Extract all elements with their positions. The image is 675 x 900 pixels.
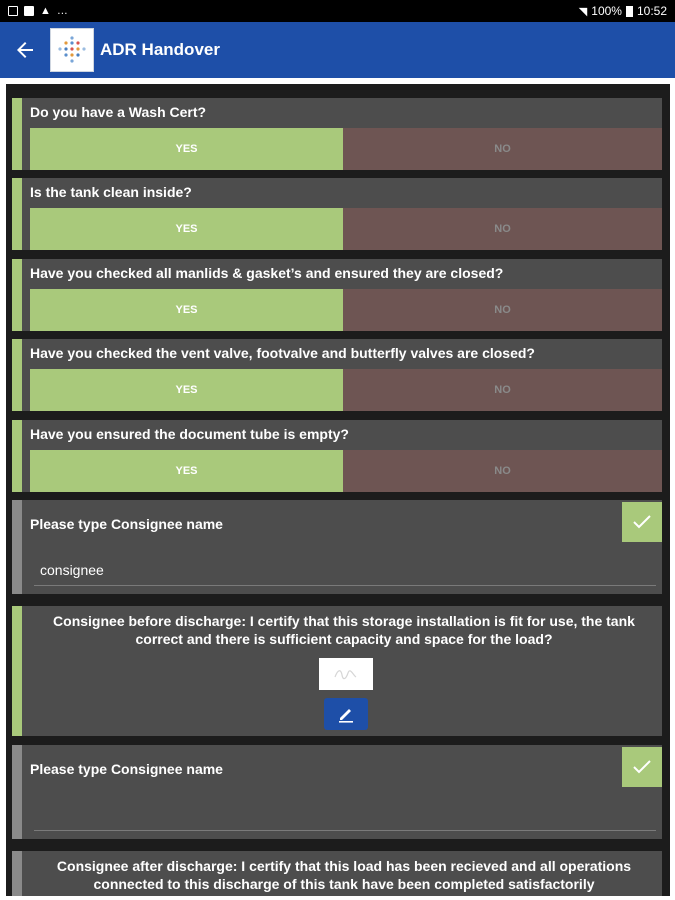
pencil-icon — [336, 704, 356, 724]
confirm-check-button[interactable] — [622, 502, 662, 542]
status-bar-system — [579, 4, 667, 18]
no-button[interactable]: NO — [343, 369, 662, 411]
signature-scribble-icon — [332, 665, 360, 683]
status-bar-notifications — [8, 5, 68, 17]
app-bar — [0, 22, 675, 78]
logo-dots-icon — [55, 33, 89, 67]
question-card-valves — [12, 339, 662, 411]
question-text: Is the tank clean inside? — [30, 184, 192, 200]
yes-button[interactable]: YES — [30, 450, 343, 492]
clock: 10:52 — [636, 4, 667, 18]
back-arrow-icon[interactable] — [0, 22, 50, 78]
no-button[interactable]: NO — [343, 128, 662, 170]
question-text: Do you have a Wash Cert? — [30, 104, 207, 120]
yes-button[interactable]: YES — [30, 369, 343, 411]
consignee-name-input[interactable] — [34, 562, 656, 586]
yes-button[interactable]: YES — [30, 208, 343, 250]
consignee-name-label: Please type Consignee name — [30, 516, 223, 532]
yes-button[interactable]: YES — [30, 128, 343, 170]
certification-before-text: Consignee before discharge: I certify that this storage installation is fit for use, the tank correct and there is sufficient capacity and space for the load? — [53, 613, 635, 647]
certification-after-text: Consignee after discharge: I certify that this load has been recieved and all operations connected to this discharge of this tank have been completed satisfactorily — [56, 858, 632, 892]
more-notifications-icon: … — [56, 5, 68, 17]
question-card-manlids — [12, 259, 662, 331]
consignee-name-value: consignee — [40, 562, 104, 578]
question-text: Have you checked the vent valve, footvalve and butterfly valves are closed? — [30, 345, 535, 361]
wifi-icon: ◥ — [578, 5, 588, 18]
check-icon — [633, 760, 651, 774]
consignee-name-input[interactable] — [34, 807, 656, 831]
warning-notification-icon: ▲ — [40, 5, 51, 17]
signature-preview[interactable] — [319, 658, 373, 690]
yes-button[interactable]: YES — [30, 289, 343, 331]
consignee-name-card — [12, 745, 662, 839]
check-icon — [633, 515, 651, 529]
certification-after-discharge-card — [12, 851, 662, 896]
gallery-notification-icon — [8, 6, 18, 16]
consignee-name-label: Please type Consignee name — [30, 761, 223, 777]
app-logo — [50, 28, 94, 72]
no-button[interactable]: NO — [343, 208, 662, 250]
question-card-document-tube — [12, 420, 662, 492]
app-title: ADR Handover — [100, 40, 220, 59]
confirm-check-button[interactable] — [622, 747, 662, 787]
status-bar — [0, 0, 675, 22]
no-button[interactable]: NO — [343, 289, 662, 331]
edit-signature-button[interactable] — [324, 698, 368, 730]
battery-percent: 100% — [591, 4, 622, 18]
flipboard-notification-icon — [24, 6, 34, 16]
certification-before-discharge-card — [12, 606, 662, 736]
question-card-tank-clean — [12, 178, 662, 250]
battery-icon — [626, 6, 633, 17]
handover-form — [6, 84, 670, 896]
question-card-wash-cert — [12, 98, 662, 170]
consignee-name-card — [12, 500, 662, 594]
question-text: Have you checked all manlids & gasket’s and ensured they are closed? — [30, 265, 504, 281]
no-button[interactable]: NO — [343, 450, 662, 492]
question-text: Have you ensured the document tube is empty? — [30, 426, 349, 442]
